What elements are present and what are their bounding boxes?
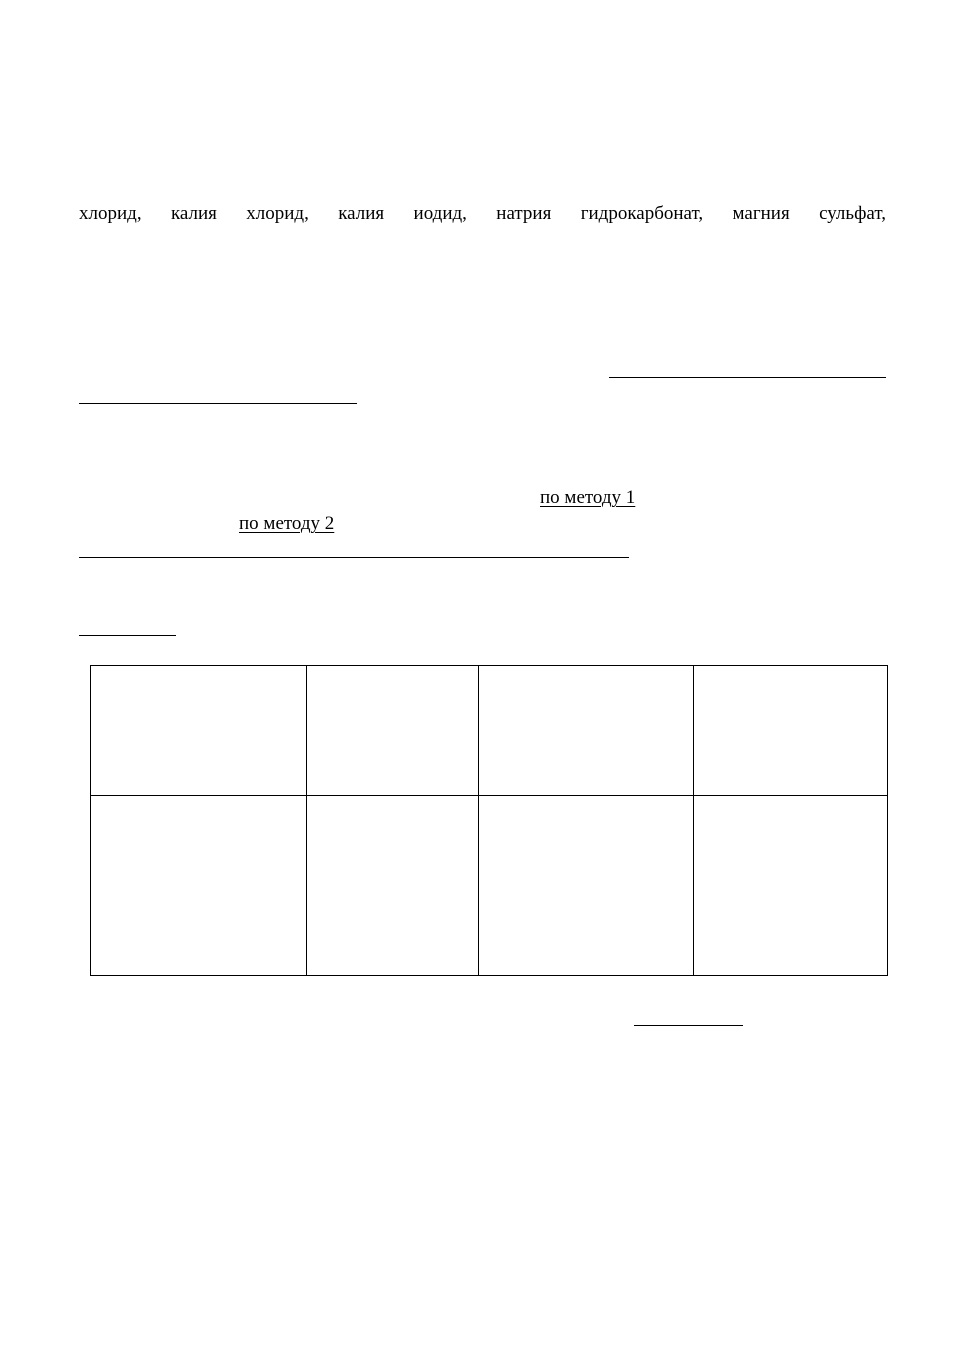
- table-cell: [307, 796, 479, 976]
- table-row: [91, 796, 888, 976]
- table-cell: [479, 666, 694, 796]
- word: гидрокарбонат,: [580, 203, 704, 224]
- word: хлорид,: [79, 203, 142, 224]
- table-cell: [479, 796, 694, 976]
- underline-blank: [79, 557, 629, 558]
- table-cell: [91, 796, 307, 976]
- method-1-text: по методу 1: [540, 487, 636, 508]
- underline-blank: [609, 377, 886, 378]
- underline-blank: [634, 1025, 743, 1026]
- word: натрия: [496, 203, 552, 224]
- underline-blank: [79, 635, 176, 636]
- word: калия: [338, 203, 385, 224]
- salts-list-line: [79, 203, 886, 225]
- table-cell: [694, 796, 888, 976]
- table-cell: [694, 666, 888, 796]
- underline-blank: [79, 403, 357, 404]
- word: сульфат,: [819, 203, 886, 224]
- table-row: [91, 666, 888, 796]
- table-cell: [91, 666, 307, 796]
- data-table: [90, 665, 888, 976]
- method-2-text: по методу 2: [239, 513, 335, 534]
- word: иодид,: [413, 203, 467, 224]
- table-cell: [307, 666, 479, 796]
- word: хлорид,: [246, 203, 309, 224]
- word: калия: [170, 203, 217, 224]
- word: магния: [732, 203, 790, 224]
